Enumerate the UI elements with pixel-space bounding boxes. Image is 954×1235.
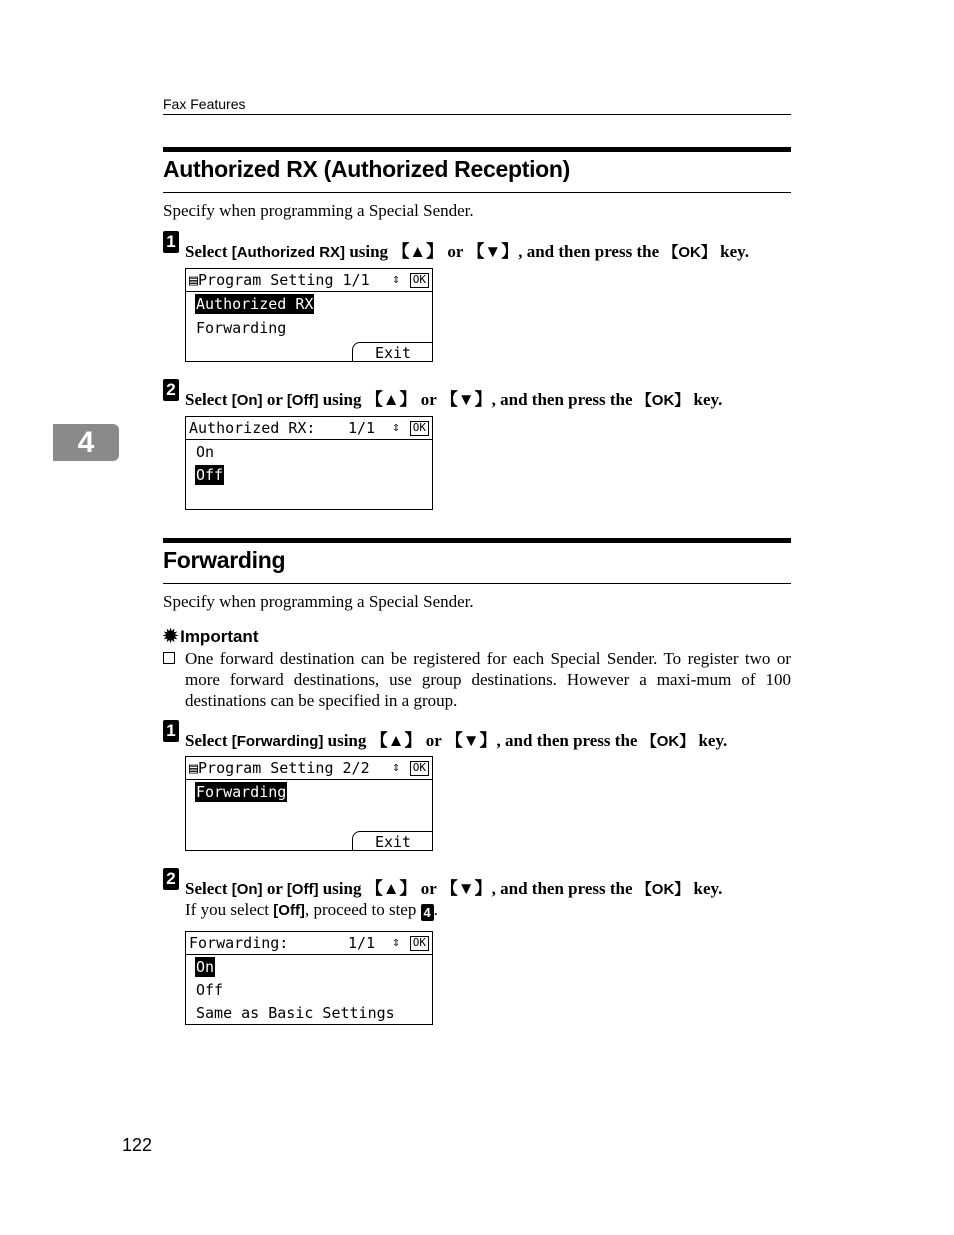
running-header: Fax Features bbox=[163, 96, 246, 112]
lcd-forwarding bbox=[185, 931, 433, 1025]
down-key: 【▼】 bbox=[467, 242, 519, 261]
lcd-exit-button: Exit bbox=[352, 342, 433, 362]
lcd-title-bar: Authorized RX: 1/1 ⇕ OK bbox=[186, 417, 432, 440]
ok-icon: OK bbox=[410, 936, 429, 951]
section-rule-bottom bbox=[163, 583, 791, 584]
lcd-item: Forwarding bbox=[196, 319, 287, 337]
step-ref-marker: 4 bbox=[421, 904, 434, 921]
updown-arrows-icon: ⇕ bbox=[392, 420, 400, 435]
section-intro: Specify when programming a Special Sender. bbox=[163, 201, 474, 220]
step-marker-1: 1 bbox=[163, 720, 179, 742]
lcd-item-selected: Forwarding bbox=[196, 783, 287, 801]
menu-icon: ▤ bbox=[189, 759, 199, 777]
step-instruction: Select [On] or [Off] using 【▲】 or 【▼】, and then press the 【OK】 key. bbox=[185, 390, 723, 409]
key-label: [Authorized RX] bbox=[231, 244, 346, 261]
step-instruction: Select [Authorized RX] using 【▲】 or 【▼】, and then press the 【OK】 key. bbox=[185, 242, 749, 261]
checkbox-bullet-icon bbox=[163, 652, 175, 664]
lcd-exit-button: Exit bbox=[352, 831, 433, 851]
lcd-item: Same as Basic Settings bbox=[196, 1004, 395, 1022]
important-heading: ✹ Important bbox=[163, 626, 259, 646]
ok-key: 【OK】 bbox=[663, 244, 716, 261]
lcd-item: On bbox=[196, 443, 215, 461]
step-note: If you select [Off], proceed to step 4 . bbox=[185, 900, 438, 920]
lcd-title-bar: ▤Program Setting 2/2 ⇕ OK bbox=[186, 757, 432, 780]
lcd-item: Off bbox=[196, 981, 224, 999]
section-intro: Specify when programming a Special Sender. bbox=[163, 592, 474, 611]
step-instruction: Select [Forwarding] using 【▲】 or 【▼】, and then press the 【OK】 key. bbox=[185, 731, 728, 750]
section-title-authorized-rx: Authorized RX (Authorized Reception) bbox=[163, 156, 571, 182]
step-marker-2: 2 bbox=[163, 868, 179, 890]
step-marker-2: 2 bbox=[163, 379, 179, 401]
lcd-item-selected: Authorized RX bbox=[196, 295, 314, 313]
lcd-item-selected: On bbox=[196, 958, 215, 976]
lcd-program-setting-2 bbox=[185, 756, 433, 851]
up-key: 【▲】 bbox=[392, 242, 444, 261]
ok-icon: OK bbox=[410, 273, 429, 288]
important-note: One forward destination can be registered for each Special Sender. To register two or more forward destinations, use group destinations. However a maxi-mum of 100 destinations can be specified in a group. bbox=[185, 649, 791, 710]
section-title-forwarding: Forwarding bbox=[163, 547, 286, 573]
important-icon: ✹ bbox=[163, 626, 179, 646]
step-marker-1: 1 bbox=[163, 231, 179, 253]
page-number: 122 bbox=[122, 1135, 153, 1155]
header-rule bbox=[163, 114, 791, 115]
updown-arrows-icon: ⇕ bbox=[392, 760, 400, 775]
lcd-program-setting bbox=[185, 268, 433, 362]
updown-arrows-icon: ⇕ bbox=[392, 935, 400, 950]
step-instruction: Select [On] or [Off] using 【▲】 or 【▼】, and then press the 【OK】 key. bbox=[185, 879, 723, 898]
lcd-authorized-rx bbox=[185, 416, 433, 510]
lcd-title-bar: Forwarding: 1/1 ⇕ OK bbox=[186, 932, 432, 955]
section-rule-bottom bbox=[163, 192, 791, 193]
section-rule-top bbox=[163, 147, 791, 152]
section-rule-top bbox=[163, 538, 791, 543]
lcd-title-bar: ▤Program Setting 1/1 ⇕ OK bbox=[186, 269, 432, 292]
lcd-item-selected: Off bbox=[196, 466, 224, 484]
chapter-tab: 4 bbox=[53, 424, 119, 461]
ok-icon: OK bbox=[410, 421, 429, 436]
updown-arrows-icon: ⇕ bbox=[392, 272, 400, 287]
ok-icon: OK bbox=[410, 761, 429, 776]
menu-icon: ▤ bbox=[189, 271, 199, 289]
